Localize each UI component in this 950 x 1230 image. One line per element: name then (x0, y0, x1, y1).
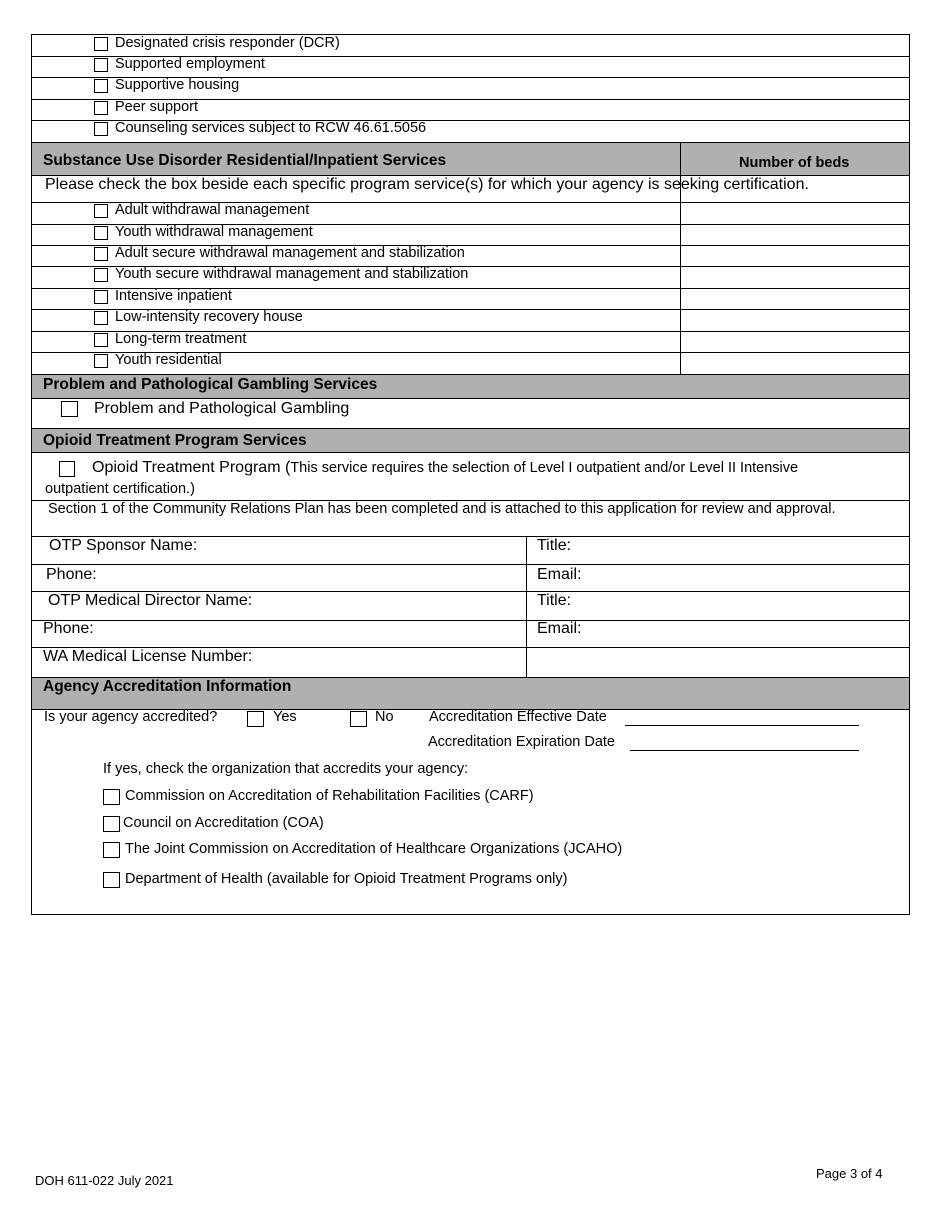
page-number: Page 3 of 4 (816, 1166, 883, 1181)
gambling-item: Problem and Pathological Gambling (94, 400, 350, 417)
org-carf: Commission on Accreditation of Rehabilitation Facilities (CARF) (125, 788, 534, 804)
form-frame (31, 34, 910, 915)
org-coa: Council on Accreditation (COA) (123, 815, 324, 831)
sud-item-low-intensity: Low-intensity recovery house (115, 309, 303, 325)
org-doh: Department of Health (available for Opioid Treatment Programs only) (125, 871, 568, 887)
checkbox-adult-withdrawal[interactable] (94, 204, 108, 218)
sud-instruction: Please check the box beside each specific program service(s) for which your agency is seeking certification. (45, 176, 809, 193)
otp-director-title-label: Title: (537, 592, 572, 609)
wa-license-label: WA Medical License Number: (43, 648, 253, 665)
otp-sponsor-email-label: Email: (537, 566, 582, 583)
effective-date-field[interactable] (625, 725, 859, 726)
effective-date-label: Accreditation Effective Date (429, 709, 607, 725)
checkbox-intensive-inpatient[interactable] (94, 290, 108, 304)
service-label-dcr: Designated crisis responder (DCR) (115, 35, 340, 51)
sud-title: Substance Use Disorder Residential/Inpatient Services (43, 152, 447, 169)
otp-director-email-label: Email: (537, 620, 582, 637)
checkbox-otp[interactable] (59, 461, 75, 477)
sud-item-adult-secure-withdrawal: Adult secure withdrawal management and stabilization (115, 245, 465, 261)
checkbox-counseling[interactable] (94, 122, 108, 136)
otp-title: Opioid Treatment Program Services (43, 432, 307, 449)
checkbox-doh[interactable] (103, 872, 120, 888)
accreditation-title: Agency Accreditation Information (43, 678, 292, 695)
checkbox-supported-employment[interactable] (94, 58, 108, 72)
sud-item-youth-withdrawal: Youth withdrawal management (115, 224, 313, 240)
gambling-title: Problem and Pathological Gambling Services (43, 376, 378, 393)
checkbox-gambling[interactable] (61, 401, 78, 417)
beds-header: Number of beds (739, 155, 850, 171)
otp-note: outpatient certification.) (45, 481, 195, 497)
community-plan-statement: Section 1 of the Community Relations Plan has been completed and is attached to this application for review and approval. (48, 501, 836, 517)
checkbox-coa[interactable] (103, 816, 120, 832)
sud-item-intensive-inpatient: Intensive inpatient (115, 288, 232, 304)
form-id: DOH 611-022 July 2021 (35, 1173, 174, 1188)
service-label-supportive-housing: Supportive housing (115, 77, 240, 93)
checkbox-youth-residential[interactable] (94, 354, 108, 368)
sud-item-youth-residential: Youth residential (115, 352, 222, 368)
if-yes-instruction: If yes, check the organization that accredits your agency: (103, 761, 469, 777)
checkbox-youth-withdrawal[interactable] (94, 226, 108, 240)
otp-sponsor-name-label: OTP Sponsor Name: (49, 537, 198, 554)
checkbox-accredited-yes[interactable] (247, 711, 264, 727)
checkbox-accredited-no[interactable] (350, 711, 367, 727)
checkbox-long-term[interactable] (94, 333, 108, 347)
org-jcaho: The Joint Commission on Accreditation of Healthcare Organizations (JCAHO) (125, 841, 623, 857)
checkbox-jcaho[interactable] (103, 842, 120, 858)
checkbox-youth-secure-withdrawal[interactable] (94, 268, 108, 282)
checkbox-peer-support[interactable] (94, 101, 108, 115)
accredited-no-label: No (375, 709, 394, 725)
accredited-yes-label: Yes (273, 709, 297, 725)
accredited-question: Is your agency accredited? (44, 709, 218, 725)
service-label-supported-employment: Supported employment (115, 56, 265, 72)
service-label-counseling: Counseling services subject to RCW 46.61.5056 (115, 120, 427, 136)
sud-item-adult-withdrawal: Adult withdrawal management (115, 202, 310, 218)
sud-item-long-term: Long-term treatment (115, 331, 247, 347)
otp-sponsor-phone-label: Phone: (46, 566, 97, 583)
otp-sponsor-title-label: Title: (537, 537, 572, 554)
otp-director-phone-label: Phone: (43, 620, 94, 637)
checkbox-carf[interactable] (103, 789, 120, 805)
otp-medical-director-label: OTP Medical Director Name: (48, 592, 253, 609)
sud-item-youth-secure-withdrawal: Youth secure withdrawal management and stabilization (115, 266, 469, 282)
checkbox-supportive-housing[interactable] (94, 79, 108, 93)
expiration-date-field[interactable] (630, 750, 859, 751)
otp-item: Opioid Treatment Program (This service requires the selection of Level I outpatient and/or Level II Intensive (92, 459, 799, 476)
checkbox-dcr[interactable] (94, 37, 108, 51)
service-label-peer-support: Peer support (115, 99, 199, 115)
expiration-date-label: Accreditation Expiration Date (428, 734, 615, 750)
checkbox-low-intensity[interactable] (94, 311, 108, 325)
checkbox-adult-secure-withdrawal[interactable] (94, 247, 108, 261)
